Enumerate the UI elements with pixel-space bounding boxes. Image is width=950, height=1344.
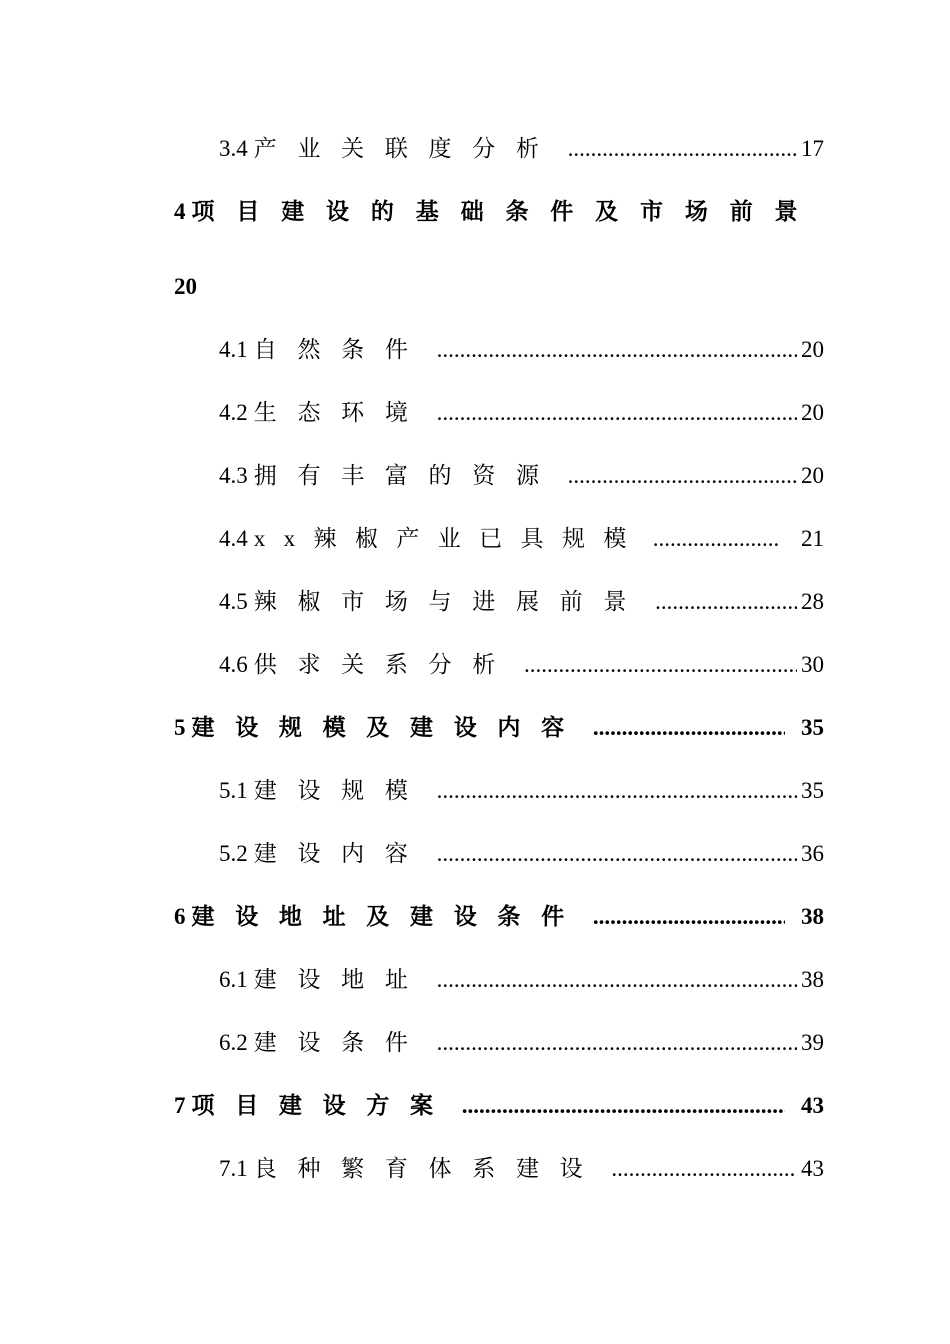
toc-heading-number: 7	[174, 1093, 186, 1118]
toc-entry-page: 35	[801, 778, 824, 803]
toc-dot-leader	[437, 839, 797, 869]
toc-entry-5-1[interactable]	[219, 776, 824, 806]
toc-entry-title: 辣椒市场与进展前景	[253, 589, 648, 614]
toc-entry-title: 生态环境	[253, 400, 429, 425]
toc-entry-number: 4.1	[219, 337, 248, 362]
toc-entry-4-5[interactable]	[219, 587, 824, 617]
toc-heading-7[interactable]	[174, 1091, 824, 1121]
toc-heading-title: 项目建设方案	[191, 1093, 454, 1118]
toc-entry-title: 自然条件	[253, 337, 429, 362]
toc-entry-title: 建设规模	[253, 778, 429, 803]
toc-entry-page: 20	[801, 337, 824, 362]
toc-entry-4-2[interactable]	[219, 398, 824, 428]
toc-dot-leader	[462, 1091, 785, 1121]
toc-dot-leader	[568, 461, 797, 491]
toc-entry-title: xx辣椒产业已具规模	[253, 526, 645, 551]
toc-entry-number: 6.1	[219, 967, 248, 992]
toc-entry-page: 38	[801, 967, 824, 992]
toc-heading-page: 43	[801, 1093, 824, 1118]
toc-entry-number: 7.1	[219, 1156, 248, 1181]
toc-dot-leader	[593, 713, 785, 743]
toc-entry-number: 4.3	[219, 463, 248, 488]
toc-entry-4-4[interactable]	[219, 524, 824, 554]
toc-entry-page: 20	[801, 400, 824, 425]
toc-entry-title: 供求关系分析	[253, 652, 516, 677]
toc-entry-title: 产业关联度分析	[253, 136, 560, 161]
toc-entry-number: 5.2	[219, 841, 248, 866]
toc-entry-title: 拥有丰富的资源	[253, 463, 560, 488]
toc-entry-title: 建设条件	[253, 1030, 429, 1055]
toc-entry-title: 良种繁育体系建设	[253, 1156, 604, 1181]
toc-heading-number: 6	[174, 904, 186, 929]
toc-entry-title: 建设内容	[253, 841, 429, 866]
toc-dot-leader	[437, 335, 797, 365]
toc-heading-number: 4	[174, 199, 186, 224]
toc-entry-7-1[interactable]	[219, 1154, 824, 1184]
toc-entry-number: 3.4	[219, 136, 248, 161]
toc-heading-page: 38	[801, 904, 824, 929]
toc-heading-4-page[interactable]: 20	[174, 274, 197, 299]
toc-dot-leader	[524, 650, 797, 680]
toc-entry-title: 建设地址	[253, 967, 429, 992]
toc-entry-page: 28	[801, 589, 824, 614]
toc-dot-leader	[437, 398, 797, 428]
toc-entry-number: 5.1	[219, 778, 248, 803]
toc-entry-page: 36	[801, 841, 824, 866]
toc-entry-page: 17	[801, 136, 824, 161]
toc-entry-5-2[interactable]	[219, 839, 824, 869]
toc-entry-number: 6.2	[219, 1030, 248, 1055]
toc-entry-number: 4.2	[219, 400, 248, 425]
toc-heading-title: 项目建设的基础条件及市场前景	[191, 199, 820, 224]
toc-entry-3-4[interactable]	[219, 134, 824, 164]
toc-heading-6[interactable]	[174, 902, 824, 932]
toc-heading-page: 35	[801, 715, 824, 740]
toc-dot-leader	[437, 1028, 797, 1058]
toc-entry-number: 4.4	[219, 526, 248, 551]
toc-heading-5[interactable]	[174, 713, 824, 743]
toc-heading-4[interactable]	[174, 197, 834, 227]
toc-dot-leader	[593, 902, 785, 932]
toc-entry-number: 4.5	[219, 589, 248, 614]
toc-heading-title: 建设规模及建设内容	[191, 715, 585, 740]
toc-entry-page: 43	[801, 1156, 824, 1181]
toc-entry-6-2[interactable]	[219, 1028, 824, 1058]
toc-entry-6-1[interactable]	[219, 965, 824, 995]
toc-dot-leader	[653, 524, 779, 554]
toc-entry-page: 20	[801, 463, 824, 488]
toc-heading-title: 建设地址及建设条件	[191, 904, 585, 929]
toc-dot-leader	[655, 587, 797, 617]
toc-entry-4-6[interactable]	[219, 650, 824, 680]
toc-entry-page: 30	[801, 652, 824, 677]
toc-entry-4-3[interactable]	[219, 461, 824, 491]
toc-entry-page: 21	[801, 526, 824, 551]
toc-entry-page: 39	[801, 1030, 824, 1055]
toc-dot-leader	[437, 776, 797, 806]
toc-dot-leader	[611, 1154, 797, 1184]
toc-entry-number: 4.6	[219, 652, 248, 677]
toc-dot-leader	[437, 965, 797, 995]
toc-entry-4-1[interactable]	[219, 335, 824, 365]
toc-dot-leader	[568, 134, 797, 164]
toc-heading-number: 5	[174, 715, 186, 740]
